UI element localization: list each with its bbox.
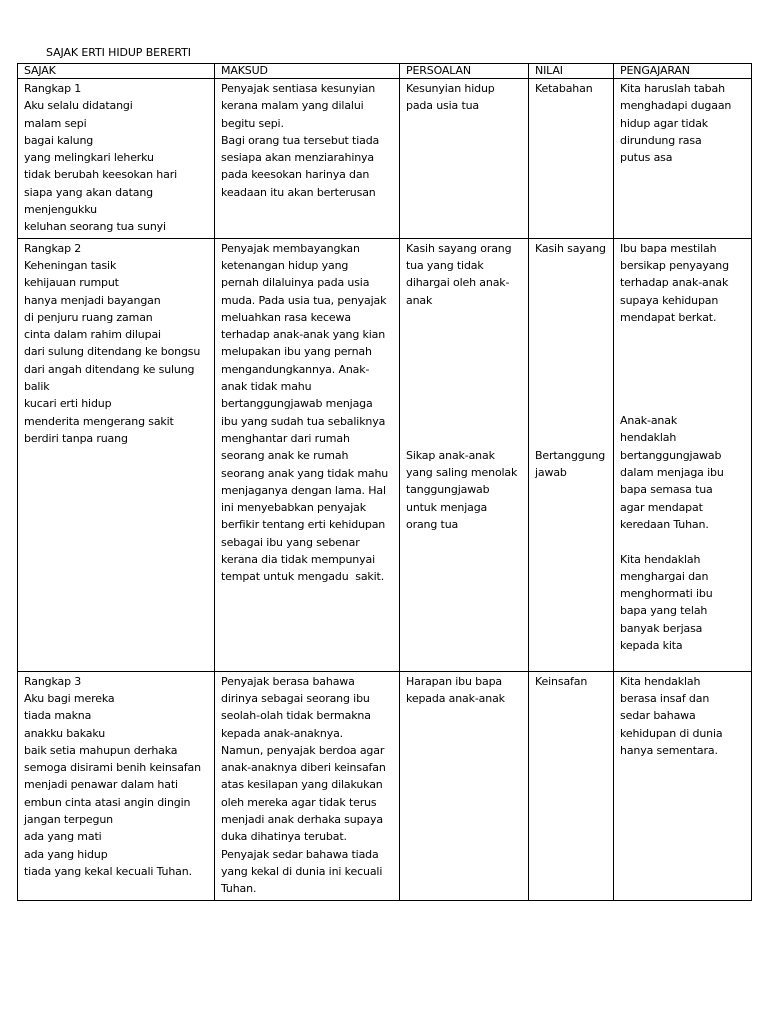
cell-line: Rangkap 2 — [24, 241, 82, 255]
cell-line: Namun, penyajak berdoa agar — [221, 743, 385, 757]
cell-line: seorang anak yang tidak mahu — [221, 466, 389, 480]
cell-line: begitu sepi. — [221, 116, 284, 130]
cell-line: menjengukku — [24, 203, 97, 217]
cell-line: tiada makna — [24, 709, 92, 723]
cell-line: Aku selalu didatangi — [24, 99, 133, 113]
cell-line: anak-anaknya diberi keinsafan — [221, 761, 386, 775]
spacer — [620, 533, 745, 550]
cell-line: menjadi penawar dalam hati — [24, 778, 178, 792]
cell-line: berasa insaf dan — [620, 691, 710, 705]
table-header-row — [18, 64, 752, 79]
cell-line: Ibu bapa mestilah — [620, 241, 717, 255]
cell-line: Harapan ibu bapa — [406, 674, 503, 688]
cell-line: bertanggungjawab — [620, 448, 722, 462]
cell-line: Penyajak sentiasa kesunyian — [221, 82, 376, 95]
spacer — [406, 309, 522, 447]
cell-line: Bertanggung — [535, 448, 606, 462]
cell-line: bersikap penyayang — [620, 258, 729, 272]
cell-line: mendapat berkat. — [620, 310, 717, 324]
cell-line: pernah dilaluinya pada usia — [221, 276, 370, 290]
cell-line: kepada anak-anaknya. — [221, 726, 344, 740]
cell-line: orang tua — [406, 518, 459, 532]
spacer — [620, 326, 745, 412]
cell-line: tidak berubah keesokan hari — [24, 168, 177, 182]
cell-line: anak tidak mahu — [221, 380, 312, 394]
cell-line: tua yang tidak — [406, 258, 484, 272]
cell-line: yang saling menolak — [406, 466, 518, 480]
table-row — [18, 79, 752, 239]
cell-line: Kasih sayang — [535, 241, 606, 255]
cell-line: siapa yang akan datang — [24, 185, 154, 199]
cell-line: menjadi anak derhaka supaya — [221, 813, 383, 827]
cell-line: dirinya sebagai seorang ibu — [221, 691, 370, 705]
cell-line: Anak-anak — [620, 414, 678, 428]
cell-line: dirundung rasa — [620, 133, 702, 147]
sajak-cell — [18, 79, 215, 239]
cell-line: kepada anak-anak — [406, 691, 505, 705]
cell-line: ketenangan hidup yang — [221, 258, 349, 272]
cell-line: oleh mereka agar tidak terus — [221, 795, 377, 809]
cell-line: berfikir tentang erti kehidupan — [221, 518, 386, 532]
spacer — [535, 257, 607, 447]
cell-line: Kasih sayang orang — [406, 241, 512, 255]
cell-line: sedar bahawa — [620, 709, 696, 723]
cell-line: ini menyebabkan penyajak — [221, 501, 366, 515]
sajak-cell — [18, 238, 215, 671]
cell-line: hanya sementara. — [620, 743, 718, 757]
nilai-cell — [529, 238, 614, 671]
nilai-cell — [529, 79, 614, 239]
cell-line: menghormati ibu — [620, 587, 713, 601]
cell-line: muda. Pada usia tua, penyajak — [221, 293, 387, 307]
cell-line: ibu yang sudah tua sebaliknya — [221, 414, 386, 428]
cell-line: menjaganya dengan lama. Hal — [221, 483, 386, 497]
cell-line: pada keesokan harinya dan — [221, 168, 370, 182]
poem-analysis-table — [17, 63, 752, 901]
cell-line: embun cinta atasi angin dingin — [24, 795, 191, 809]
persoalan-cell — [400, 238, 529, 671]
cell-line: Rangkap 3 — [24, 674, 82, 688]
cell-line: Penyajak berasa bahawa — [221, 674, 355, 688]
cell-line: terhadap anak-anak yang kian — [221, 328, 386, 342]
cell-line: menderita mengerang sakit — [24, 414, 174, 428]
cell-line: dari angah ditendang ke sulung — [24, 362, 195, 376]
cell-line: duka dihatinya terubat. — [221, 830, 347, 844]
pengajaran-cell — [614, 79, 752, 239]
cell-line: untuk menjaga — [406, 500, 488, 514]
cell-line: hidup agar tidak — [620, 116, 709, 130]
cell-line: bagai kalung — [24, 133, 94, 147]
cell-line: ada yang mati — [24, 830, 102, 844]
nilai-cell — [529, 671, 614, 900]
cell-line: pada usia tua — [406, 99, 480, 113]
sajak-cell — [18, 671, 215, 900]
cell-line: kucari erti hidup — [24, 397, 112, 411]
cell-line: di penjuru ruang zaman — [24, 310, 153, 324]
cell-line: bapa semasa tua — [620, 483, 713, 497]
cell-line: kepada kita — [620, 639, 683, 653]
pengajaran-cell — [614, 671, 752, 900]
cell-line: semoga disirami benih keinsafan — [24, 761, 201, 775]
cell-line: tiada yang kekal kecuali Tuhan. — [24, 864, 192, 878]
cell-line: keredaan Tuhan. — [620, 517, 709, 531]
cell-line: tanggungjawab — [406, 483, 490, 497]
cell-line: tempat untuk mengadu sakit. — [221, 570, 385, 584]
document-title: SAJAK ERTI HIDUP BERERTI — [46, 46, 191, 59]
cell-line: menghargai dan — [620, 569, 709, 583]
cell-line: Penyajak membayangkan — [221, 241, 360, 255]
header-nilai: NILAI — [529, 64, 614, 79]
cell-line: menghadapi dugaan — [620, 99, 732, 113]
cell-line: Tuhan. — [221, 882, 257, 896]
cell-line: Ketabahan — [535, 82, 593, 95]
cell-line: yang kekal di dunia ini kecuali — [221, 864, 383, 878]
cell-line: Rangkap 1 — [24, 82, 82, 95]
cell-line: menghantar dari rumah — [221, 431, 350, 445]
table-row — [18, 238, 752, 671]
header-sajak: SAJAK — [18, 64, 215, 79]
cell-line: kehijauan rumput — [24, 276, 119, 290]
persoalan-cell — [400, 671, 529, 900]
cell-line: melupakan ibu yang pernah — [221, 345, 372, 359]
cell-line: kerana dia tidak mempunyai — [221, 553, 375, 567]
cell-line: Keheningan tasik — [24, 258, 117, 272]
cell-line: bertanggungjawab menjaga — [221, 397, 373, 411]
cell-line: balik — [24, 380, 50, 394]
cell-line: Keinsafan — [535, 674, 588, 688]
cell-line: jangan terpegun — [24, 813, 113, 827]
cell-line: berdiri tanpa ruang — [24, 431, 128, 445]
cell-line: Kesunyian hidup — [406, 82, 495, 95]
header-persoalan: PERSOALAN — [400, 64, 529, 79]
cell-line: sebagai ibu yang sebenar — [221, 535, 360, 549]
cell-line: Bagi orang tua tersebut tiada — [221, 133, 380, 147]
cell-line: jawab — [535, 466, 567, 480]
cell-line: ada yang hidup — [24, 847, 108, 861]
header-maksud: MAKSUD — [215, 64, 400, 79]
cell-line: Penyajak sedar bahawa tiada — [221, 847, 379, 861]
cell-line: hanya menjadi bayangan — [24, 293, 161, 307]
cell-line: putus asa — [620, 151, 673, 165]
cell-line: sesiapa akan menziarahinya — [221, 151, 375, 165]
cell-line: seorang anak ke rumah — [221, 449, 349, 463]
cell-line: Aku bagi mereka — [24, 691, 115, 705]
persoalan-cell — [400, 79, 529, 239]
pengajaran-cell — [614, 238, 752, 671]
header-pengajaran: PENGAJARAN — [614, 64, 752, 79]
cell-line: yang melingkari leherku — [24, 151, 154, 165]
cell-line: keadaan itu akan berterusan — [221, 185, 376, 199]
cell-line: cinta dalam rahim dilupai — [24, 328, 161, 342]
cell-line: hendaklah — [620, 431, 677, 445]
maksud-cell — [215, 238, 400, 671]
cell-line: Kita hendaklah — [620, 674, 701, 688]
cell-line: terhadap anak-anak — [620, 276, 729, 290]
cell-line: dari sulung ditendang ke bongsu — [24, 345, 201, 359]
cell-line: supaya kehidupan — [620, 293, 719, 307]
cell-line: kerana malam yang dilalui — [221, 99, 364, 113]
cell-line: anakku bakaku — [24, 726, 106, 740]
cell-line: dalam menjaga ibu — [620, 466, 724, 480]
table-row — [18, 671, 752, 900]
cell-line: atas kesilapan yang dilakukan — [221, 778, 383, 792]
cell-line: mengandungkannya. Anak- — [221, 362, 370, 376]
cell-line: Sikap anak-anak — [406, 448, 495, 462]
maksud-cell — [215, 79, 400, 239]
cell-line: meluahkan rasa kecewa — [221, 310, 351, 324]
cell-line: dihargai oleh anak- — [406, 276, 510, 290]
cell-line: kehidupan di dunia — [620, 726, 723, 740]
cell-line: malam sepi — [24, 116, 87, 130]
cell-line: banyak berjasa — [620, 621, 703, 635]
cell-line: Kita haruslah tabah — [620, 82, 725, 95]
cell-line: bapa yang telah — [620, 604, 708, 618]
cell-line: anak — [406, 293, 433, 307]
cell-line: agar mendapat — [620, 500, 703, 514]
cell-line: baik setia mahupun derhaka — [24, 743, 178, 757]
cell-line: seolah-olah tidak bermakna — [221, 709, 371, 723]
cell-line: keluhan seorang tua sunyi — [24, 220, 166, 234]
maksud-cell — [215, 671, 400, 900]
cell-line: Kita hendaklah — [620, 552, 701, 566]
